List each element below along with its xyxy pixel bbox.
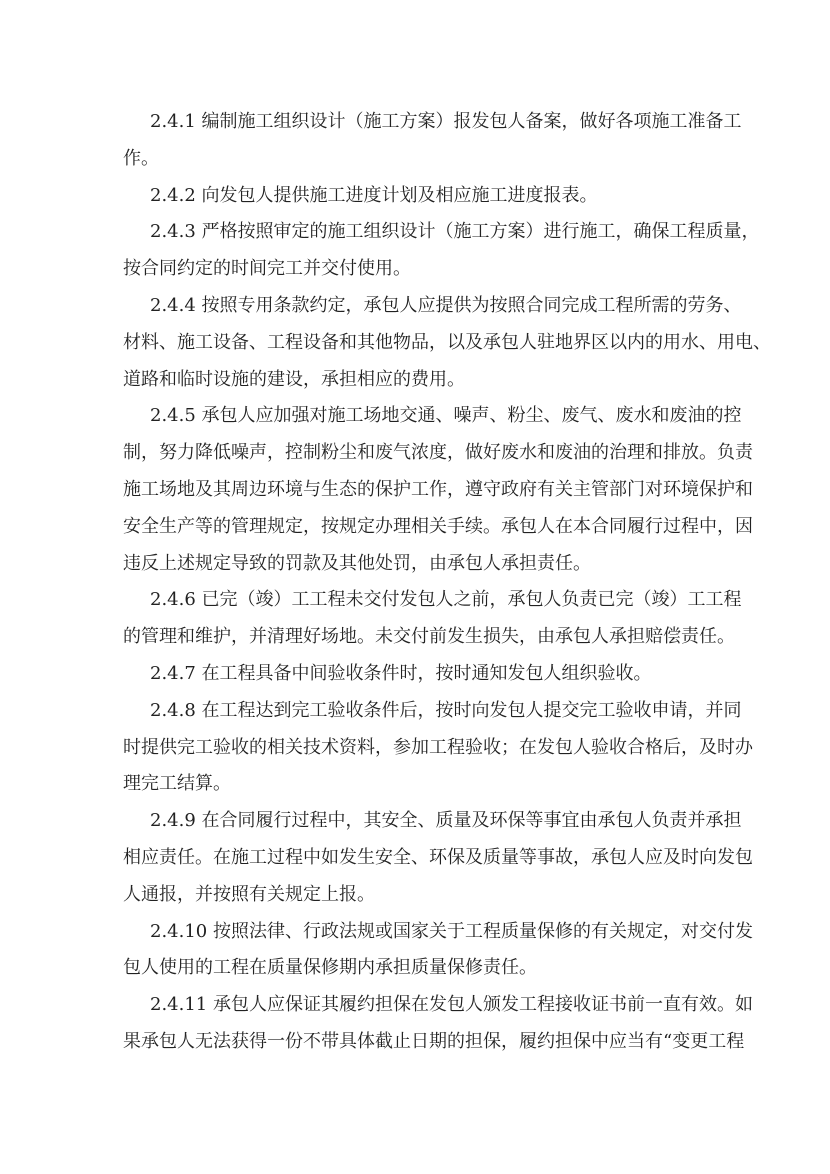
paragraph — [123, 582, 742, 656]
text-line: 果承包人无法获得一份不带具体截止日期的担保，履约担保中应当有“变更工程 — [123, 1030, 745, 1052]
text-line: 2.4.6 已完（竣）工工程未交付发包人之前，承包人负责已完（竣）工工程 — [150, 589, 742, 611]
text-line: 2.4.5 承包人应加强对施工场地交通、噪声、粉尘、废气、废水和废油的控 — [150, 405, 742, 427]
paragraph — [123, 398, 753, 582]
paragraph — [123, 214, 760, 288]
text-line: 2.4.11 承包人应保证其履约担保在发包人颁发工程接收证书前一直有效。如 — [150, 994, 753, 1016]
paragraph — [123, 104, 742, 178]
text-line: 的管理和维护，并清理好场地。未交付前发生损失，由承包人承担赔偿责任。 — [123, 626, 735, 648]
document-page — [123, 104, 771, 1061]
text-line: 材料、施工设备、工程设备和其他物品，以及承包人驻地界区以内的用水、用电、 — [123, 331, 771, 353]
text-line: 安全生产等的管理规定，按规定办理相关手续。承包人在本合同履行过程中，因 — [123, 515, 753, 537]
paragraph — [123, 178, 707, 215]
paragraph — [123, 987, 753, 1061]
text-line: 道路和临时设施的建设，承担相应的费用。 — [123, 368, 465, 390]
text-line: 人通报，并按照有关规定上报。 — [123, 883, 375, 905]
text-line: 施工场地及其周边环境与生态的保护工作，遵守政府有关主管部门对环境保护和 — [123, 478, 753, 500]
text-line: 2.4.1 编制施工组织设计（施工方案）报发包人备案，做好各项施工准备工 — [150, 111, 742, 132]
text-line: 时提供完工验收的相关技术资料，参加工程验收；在发包人验收合格后，及时办 — [123, 736, 753, 758]
text-line: 制，努力降低噪声，控制粉尘和废气浓度，做好废水和废油的治理和排放。负责 — [123, 442, 753, 464]
text-line: 相应责任。在施工过程中如发生安全、环保及质量等事故，承包人应及时向发包 — [123, 846, 753, 868]
text-line: 2.4.7 在工程具备中间验收条件时，按时通知发包人组织验收。 — [150, 662, 652, 684]
text-line: 违反上述规定导致的罚款及其他处罚，由承包人承担责任。 — [123, 552, 591, 574]
text-line: 2.4.8 在工程达到完工验收条件后，按时向发包人提交完工验收申请，并同 — [150, 699, 742, 721]
text-line: 按合同约定的时间完工并交付使用。 — [123, 258, 411, 280]
text-line: 理完工结算。 — [123, 773, 231, 795]
paragraph — [123, 656, 707, 693]
paragraph — [123, 914, 753, 988]
text-line: 2.4.3 严格按照审定的施工组织设计（施工方案）进行施工，确保工程质量， — [150, 221, 760, 243]
paragraph — [123, 693, 753, 803]
paragraph — [123, 803, 753, 913]
text-line: 2.4.4 按照专用条款约定，承包人应提供为按照合同完成工程所需的劳务、 — [150, 294, 742, 316]
text-line: 作。 — [123, 147, 159, 169]
text-line: 包人使用的工程在质量保修期内承担质量保修责任。 — [123, 957, 537, 979]
text-line: 2.4.2 向发包人提供施工进度计划及相应施工进度报表。 — [150, 184, 598, 206]
text-line: 2.4.9 在合同履行过程中，其安全、质量及环保等事宜由承包人负责并承担 — [150, 810, 742, 832]
text-line: 2.4.10 按照法律、行政法规或国家关于工程质量保修的有关规定，对交付发 — [150, 920, 753, 942]
paragraph — [123, 288, 771, 398]
